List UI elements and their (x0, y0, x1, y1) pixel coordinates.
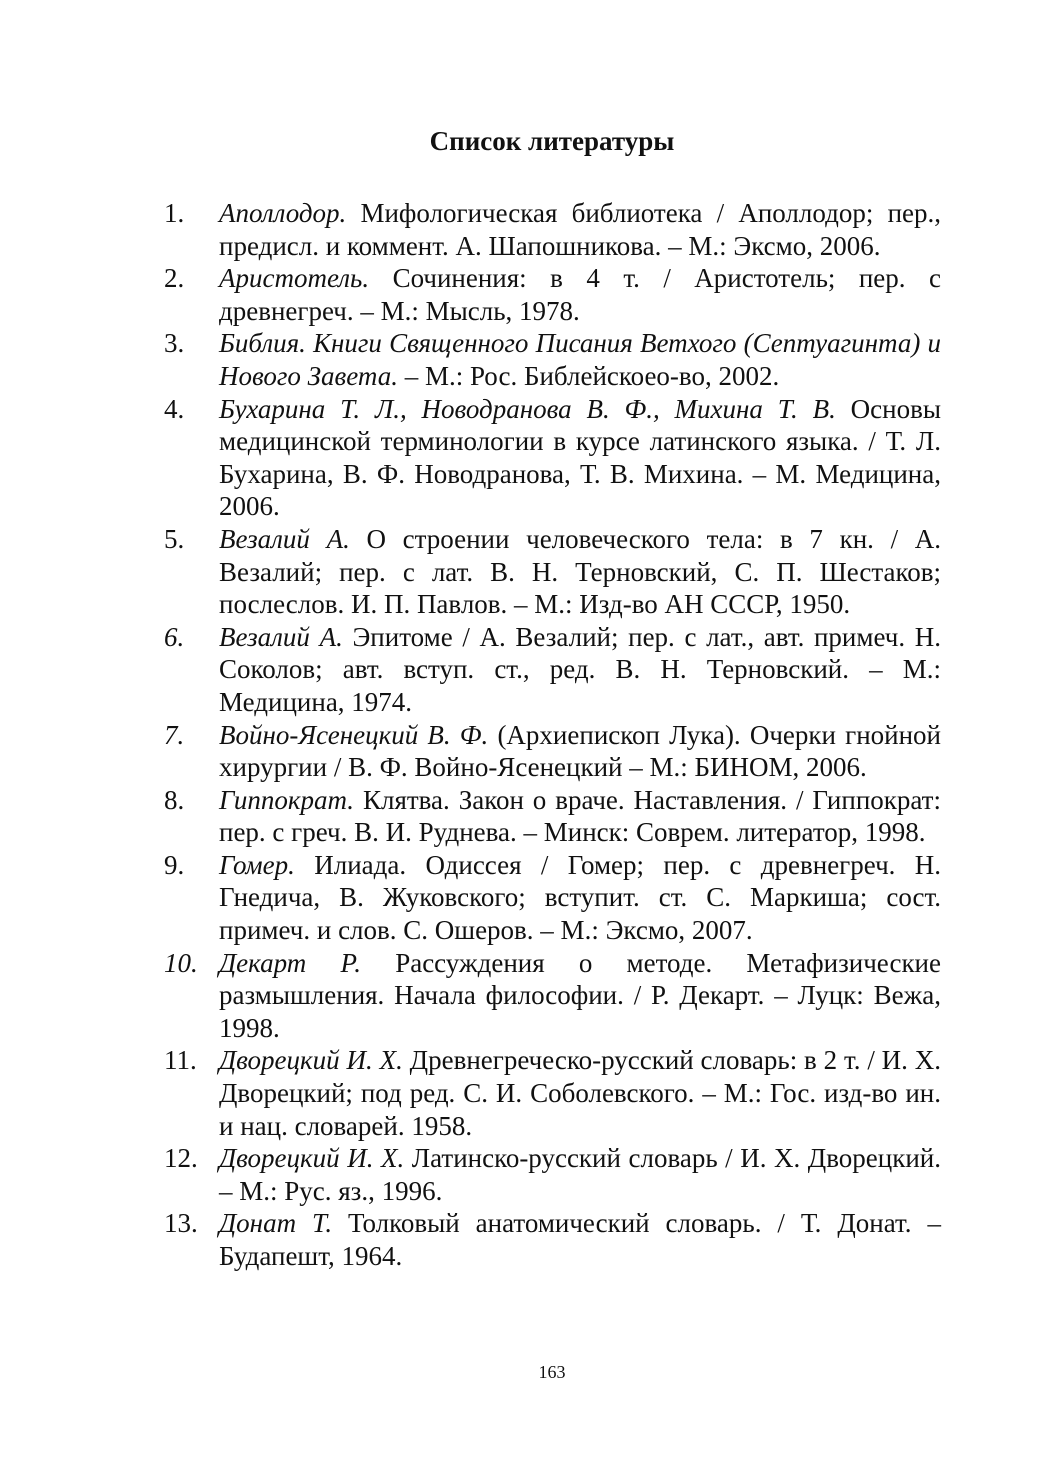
page-title: Список литературы (429, 126, 675, 156)
reference-entry (164, 523, 941, 621)
reference-details: Древнегреческо-русский словарь: в 2 т. / И. Х. Дворецкий; под ред. С. И. Соболевского. – М.: Гос. изд-во ин. и нац. словарей. 1958. (219, 1045, 941, 1141)
reference-entry (164, 1044, 941, 1142)
reference-author: Гиппократ. (219, 784, 355, 815)
reference-author: Дворецкий И. Х. (219, 1143, 405, 1174)
reference-author: Везалий А. (219, 621, 343, 652)
reference-number: 4. (164, 393, 185, 424)
reference-author: Войно-Ясенецкий В. Ф. (219, 719, 489, 750)
reference-number: 10. (164, 947, 198, 978)
reference-author: Аристотель. (219, 263, 370, 294)
reference-details: Латинско-русский словарь / И. Х. Дворецкий. – М.: Рус. яз., 1996. (219, 1143, 941, 1206)
reference-details: Толковый анатомический словарь. / Т. Донат. – Будапешт, 1964. (219, 1208, 941, 1271)
reference-entry (164, 262, 941, 327)
reference-number: 11. (164, 1045, 197, 1076)
reference-details: Клятва. Закон о враче. Наставления. / Гиппократ: пер. с греч. В. И. Руднева. – Минск: Соврем. литератор, 1998. (219, 784, 941, 848)
reference-author: Декарт Р. (219, 947, 361, 978)
reference-details: Мифологическая библиотека / Аполлодор; пер., предисл. и коммент. А. Шапошникова. – М.: Эксмо, 2006. (219, 198, 941, 261)
reference-entry (164, 1142, 941, 1207)
reference-author: Гомер. (219, 849, 295, 880)
reference-number: 3. (164, 328, 185, 359)
reference-number: 2. (164, 263, 185, 294)
reference-author: Донат Т. (219, 1208, 333, 1239)
reference-entry (164, 719, 941, 784)
reference-details: – М.: Рос. Библейскоео-во, 2002. (397, 360, 780, 391)
reference-author: Дворецкий И. Х. (219, 1045, 403, 1076)
reference-details: Основы медицинской терминологии в курсе латинского языка. / Т. Л. Бухарина, В. Ф. Новодранова, Т. В. Михина. – М. Медицина, 2006. (219, 393, 941, 522)
reference-entry (164, 947, 941, 1045)
reference-number: 8. (164, 784, 185, 815)
reference-author: Библия. Книги Священного Писания Ветхого (Септуагинта) и Нового Завета. (219, 328, 941, 391)
reference-number: 6. (164, 621, 185, 652)
reference-details: (Архиепископ Лука). Очерки гнойной хирургии / В. Ф. Войно-Ясенецкий – М.: БИНОМ, 2006. (219, 719, 942, 783)
reference-list (164, 197, 941, 1273)
reference-entry (164, 1207, 941, 1272)
reference-entry (164, 393, 941, 523)
reference-entry (164, 327, 941, 392)
reference-entry (164, 197, 941, 262)
reference-details: Илиада. Одиссея / Гомер; пер. с древнегреч. Н. Гнедича, В. Жуковского; вступит. ст. С. Маркиша; сост. примеч. и слов. С. Ошеров. – М.: Эксмо, 2007. (219, 849, 941, 946)
reference-number: 1. (164, 198, 185, 228)
reference-author: Аполлодор. (219, 198, 347, 228)
reference-number: 5. (164, 523, 185, 554)
reference-details: О строении человеческого тела: в 7 кн. / А. Везалий; пер. с лат. В. Н. Терновский, С. П. Шестаков; послеслов. И. П. Павлов. – М.: Изд-во АН СССР, 1950. (219, 523, 941, 620)
reference-entry (164, 784, 941, 849)
reference-details: Эпитоме / А. Везалий; пер. с лат., авт. примеч. Н. Соколов; авт. вступ. ст., ред. В. Н. Терновский. – М.: Медицина, 1974. (219, 621, 942, 717)
reference-entry (164, 621, 941, 719)
reference-author: Везалий А. (219, 523, 350, 554)
reference-number: 12. (164, 1143, 198, 1174)
reference-details: Рассуждения о методе. Метафизические размышления. Начала философии. / Р. Декарт. – Луцк: Вежа, 1998. (219, 947, 941, 1043)
page-number: 163 (538, 1362, 566, 1382)
reference-details: Сочинения: в 4 т. / Аристотель; пер. с древнегреч. – М.: Мысль, 1978. (219, 263, 941, 326)
reference-author: Бухарина Т. Л., Новодранова В. Ф., Михина Т. В. (219, 393, 836, 424)
reference-number: 9. (164, 849, 185, 880)
reference-entry (164, 849, 941, 947)
reference-number: 7. (164, 719, 185, 750)
reference-number: 13. (164, 1208, 198, 1239)
